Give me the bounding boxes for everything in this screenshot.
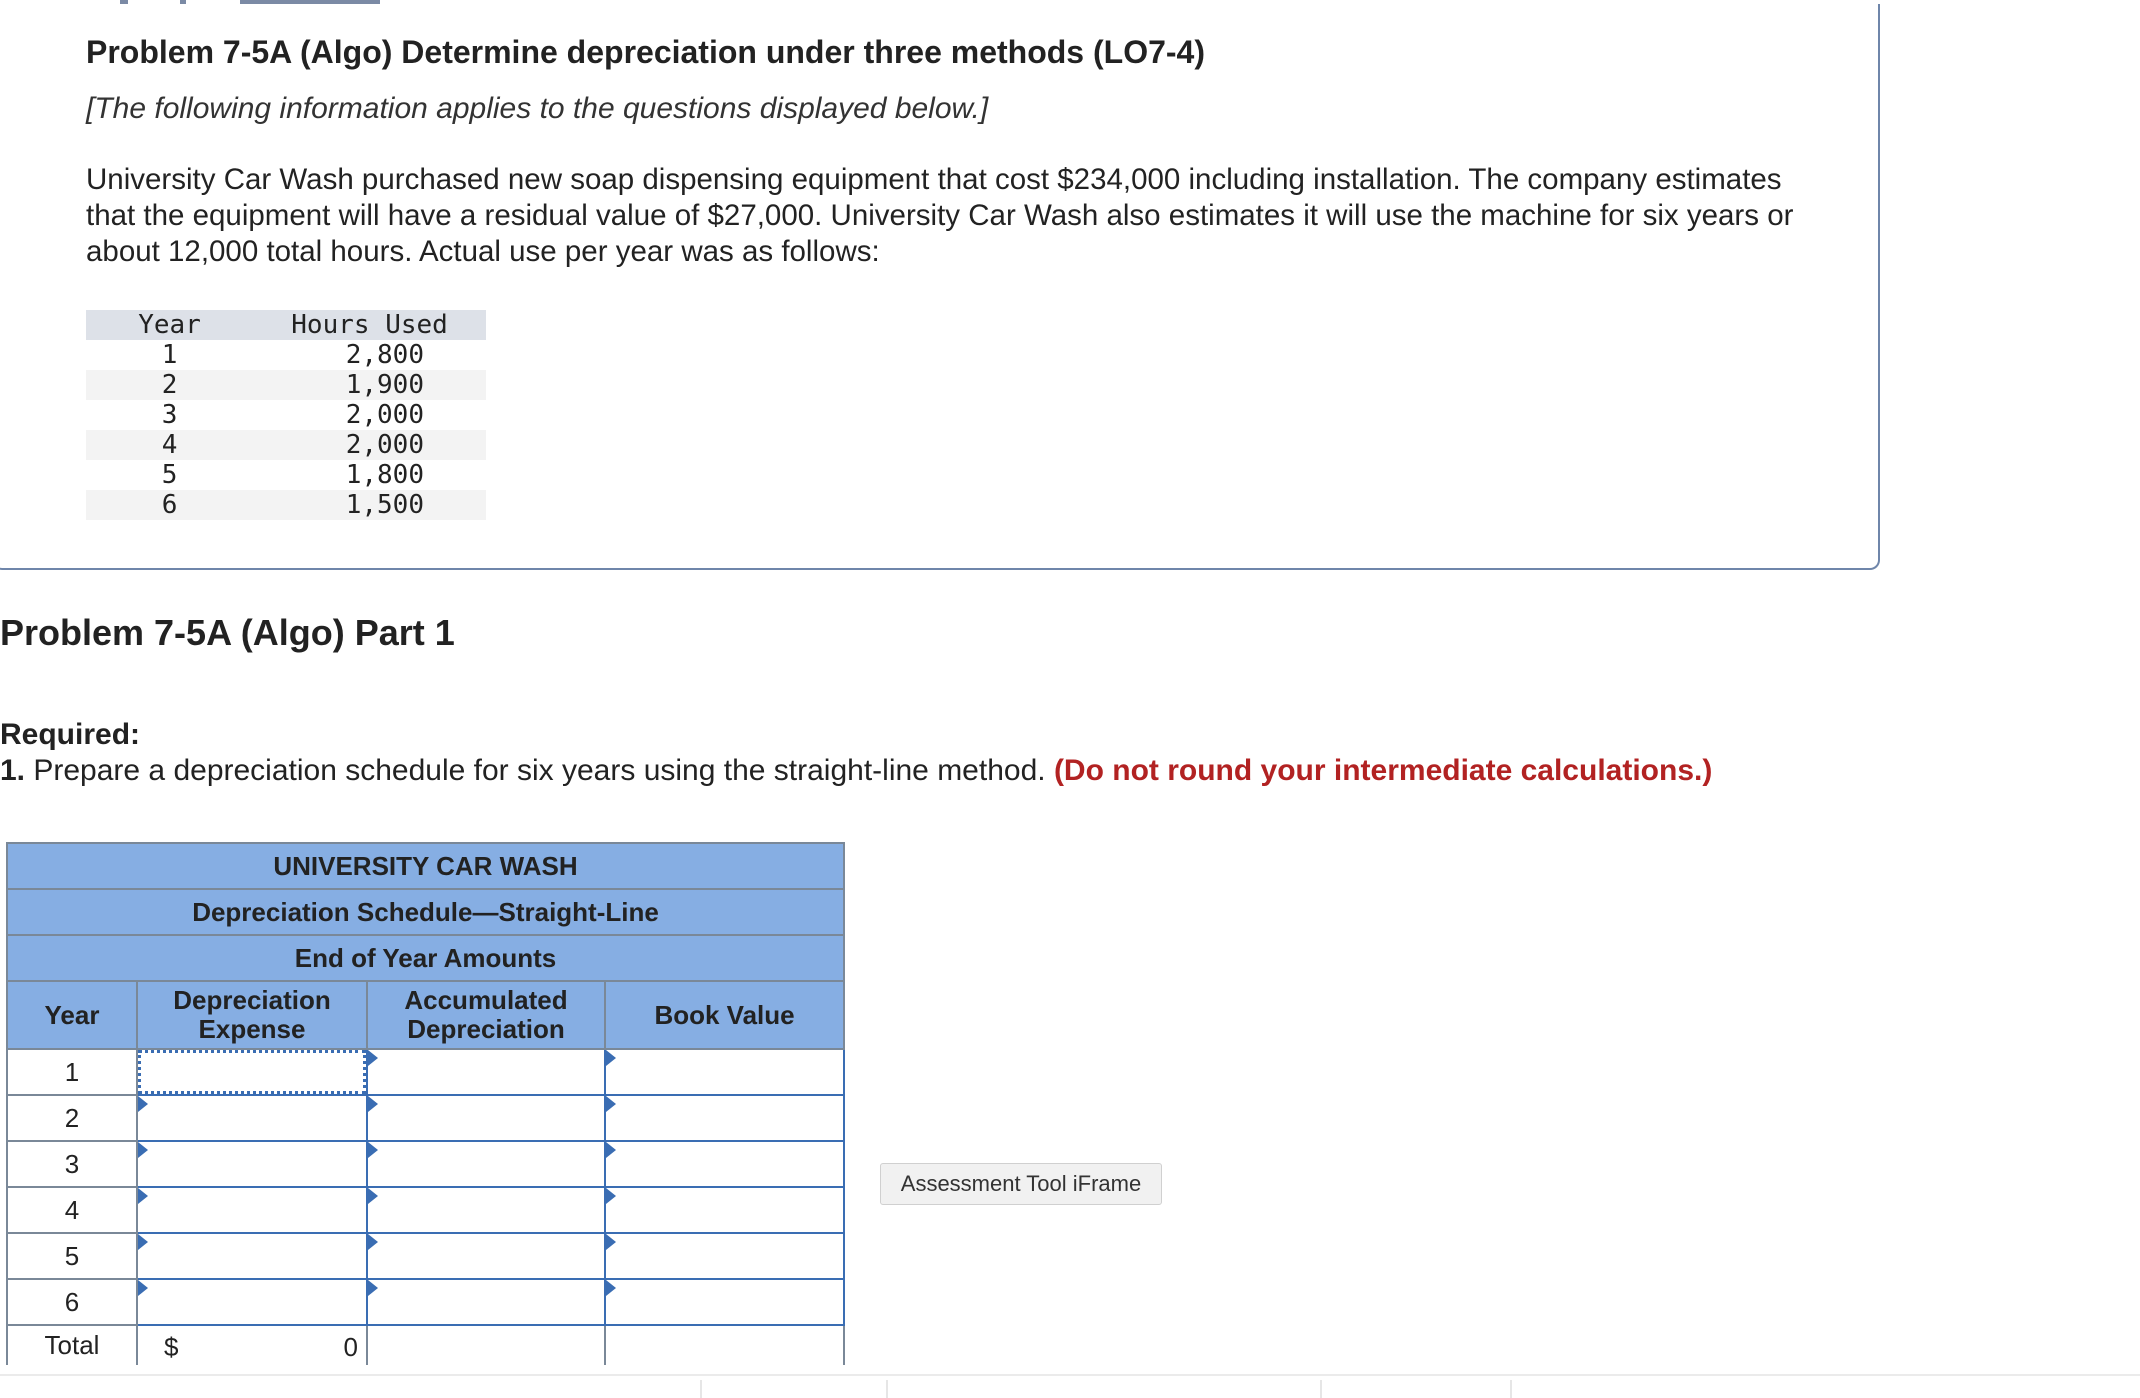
- depreciation-expense-input[interactable]: [138, 1281, 366, 1323]
- col-header-book-value: Book Value: [605, 981, 844, 1049]
- instruction-number: 1.: [0, 754, 26, 787]
- input-marker-icon: [138, 1234, 148, 1250]
- hours-table-year: 2: [86, 370, 253, 400]
- hours-table-year: 1: [161, 340, 178, 370]
- book-value-input-cell: [605, 1095, 844, 1141]
- bottom-divider: [0, 1374, 2140, 1376]
- col-header-dep-line2: Expense: [198, 1014, 306, 1044]
- bottom-divider-tick: [1510, 1380, 1512, 1398]
- input-marker-icon: [606, 1280, 616, 1296]
- input-marker-icon: [138, 1280, 148, 1296]
- schedule-caption: End of Year Amounts: [7, 935, 844, 981]
- accumulated-depreciation-input-cell: [367, 1095, 605, 1141]
- accumulated-depreciation-input-cell: [367, 1141, 605, 1187]
- table-row: [86, 490, 486, 520]
- hours-table-year: 6: [86, 490, 253, 520]
- col-header-year: Year: [7, 981, 137, 1049]
- instruction-text: Prepare a depreciation schedule for six years using the straight-line method.: [25, 754, 1054, 787]
- input-marker-icon: [368, 1234, 378, 1250]
- schedule-year: 3: [7, 1141, 137, 1187]
- col-header-acc-line2: Depreciation: [407, 1014, 565, 1044]
- schedule-year: 2: [7, 1095, 137, 1141]
- input-marker-icon: [368, 1188, 378, 1204]
- hours-table-year: 5: [161, 460, 178, 490]
- input-marker-icon: [368, 1096, 378, 1112]
- book-value-input[interactable]: [606, 1189, 843, 1231]
- total-value: 0: [343, 1332, 358, 1362]
- accumulated-depreciation-input[interactable]: [368, 1051, 604, 1093]
- total-label: Total: [7, 1325, 137, 1365]
- table-row: [7, 1141, 844, 1187]
- hours-used-table: [86, 310, 486, 520]
- total-currency: $: [164, 1332, 179, 1362]
- hours-table-header-year: Year: [86, 310, 253, 340]
- schedule-subtitle: Depreciation Schedule—Straight-Line: [7, 889, 844, 935]
- table-row: [7, 1049, 844, 1095]
- accumulated-depreciation-input[interactable]: [368, 1143, 604, 1185]
- hours-table-hours: 2,000: [253, 430, 486, 460]
- table-row: [7, 1187, 844, 1233]
- input-marker-icon: [606, 1050, 616, 1066]
- input-marker-icon: [368, 1142, 378, 1158]
- input-marker-icon: [138, 1096, 148, 1112]
- schedule-year: 6: [7, 1279, 137, 1325]
- book-value-input-cell: [605, 1141, 844, 1187]
- col-header-dep-line1: Depreciation: [173, 985, 331, 1015]
- book-value-input[interactable]: [606, 1235, 843, 1277]
- table-row: [86, 400, 486, 430]
- depreciation-expense-input-cell: [137, 1187, 367, 1233]
- bottom-divider-tick: [1320, 1380, 1322, 1398]
- bottom-divider-tick: [700, 1380, 702, 1398]
- total-depreciation-expense: [137, 1325, 367, 1365]
- book-value-input-cell: [605, 1187, 844, 1233]
- accumulated-depreciation-input[interactable]: [368, 1097, 604, 1139]
- col-header-depreciation-expense: [137, 981, 367, 1049]
- instruction-note: (Do not round your intermediate calculations.): [1053, 754, 1713, 787]
- input-marker-icon: [368, 1280, 378, 1296]
- hours-table-hours: 2,800: [345, 340, 424, 370]
- book-value-input[interactable]: [606, 1143, 843, 1185]
- hours-table-hours: 1,800: [345, 460, 424, 490]
- hours-table-hours: 2,000: [345, 400, 424, 430]
- table-row: [7, 1095, 844, 1141]
- depreciation-expense-input[interactable]: [138, 1143, 366, 1185]
- input-marker-icon: [606, 1234, 616, 1250]
- applies-note: [The following information applies to the questions displayed below.]: [86, 92, 989, 125]
- hours-table-hours: 1,900: [253, 370, 486, 400]
- depreciation-schedule: [6, 842, 843, 1362]
- book-value-input-cell: [605, 1279, 844, 1325]
- hours-table-hours: 1,500: [253, 490, 486, 520]
- table-row: [7, 1279, 844, 1325]
- accumulated-depreciation-input[interactable]: [368, 1189, 604, 1231]
- depreciation-expense-input[interactable]: [138, 1097, 366, 1139]
- required-label: Required:: [0, 718, 141, 751]
- book-value-input-cell: [605, 1233, 844, 1279]
- book-value-input[interactable]: [606, 1281, 843, 1323]
- instruction: [0, 754, 1712, 788]
- table-row: [86, 370, 486, 400]
- assessment-tool-iframe-button[interactable]: Assessment Tool iFrame: [880, 1163, 1162, 1205]
- input-marker-icon: [606, 1142, 616, 1158]
- col-header-acc-line1: Accumulated: [404, 985, 568, 1015]
- depreciation-expense-input-cell: [137, 1095, 367, 1141]
- problem-title: Problem 7-5A (Algo) Determine depreciation under three methods (LO7-4): [86, 34, 1205, 70]
- accumulated-depreciation-input-cell: [367, 1049, 605, 1095]
- table-row: [86, 430, 486, 460]
- hours-table-year: 3: [161, 400, 178, 430]
- col-header-accumulated-depreciation: [367, 981, 605, 1049]
- part-title: Problem 7-5A (Algo) Part 1: [0, 612, 455, 653]
- table-row: [86, 460, 486, 490]
- total-row: [7, 1325, 844, 1365]
- depreciation-expense-input-cell: [137, 1233, 367, 1279]
- schedule-year: 4: [7, 1187, 137, 1233]
- total-accumulated-empty: [367, 1325, 605, 1365]
- depreciation-expense-input-cell: [137, 1049, 367, 1095]
- bottom-divider-tick: [886, 1380, 888, 1398]
- schedule-year: 5: [7, 1233, 137, 1279]
- depreciation-expense-input[interactable]: [138, 1051, 366, 1093]
- hours-table-header-hours: Hours Used: [253, 310, 486, 340]
- table-row: [86, 340, 486, 370]
- problem-intro: University Car Wash purchased new soap dispensing equipment that cost $234,000 including installation. The company estimates that the equipment will have a residual value of $27,000. University Car Wash also estimates it will use the machine for six years or about 12,000 total hours. Actual use per year was as follows:: [86, 163, 1794, 268]
- total-book-empty: [605, 1325, 844, 1365]
- depreciation-expense-input-cell: [137, 1141, 367, 1187]
- accumulated-depreciation-input[interactable]: [368, 1281, 604, 1323]
- schedule-company: UNIVERSITY CAR WASH: [7, 843, 844, 889]
- depreciation-expense-input[interactable]: [138, 1189, 366, 1231]
- input-marker-icon: [138, 1188, 148, 1204]
- accumulated-depreciation-input[interactable]: [368, 1235, 604, 1277]
- table-row: [7, 1233, 844, 1279]
- hours-table-year: 4: [86, 430, 253, 460]
- accumulated-depreciation-input-cell: [367, 1279, 605, 1325]
- schedule-year: 1: [7, 1049, 137, 1095]
- book-value-input[interactable]: [606, 1097, 843, 1139]
- accumulated-depreciation-input-cell: [367, 1233, 605, 1279]
- input-marker-icon: [138, 1142, 148, 1158]
- depreciation-expense-input-cell: [137, 1279, 367, 1325]
- depreciation-expense-input[interactable]: [138, 1235, 366, 1277]
- input-marker-icon: [368, 1050, 378, 1066]
- accumulated-depreciation-input-cell: [367, 1187, 605, 1233]
- book-value-input-cell: [605, 1049, 844, 1095]
- input-marker-icon: [606, 1096, 616, 1112]
- input-marker-icon: [606, 1188, 616, 1204]
- book-value-input[interactable]: [606, 1051, 843, 1093]
